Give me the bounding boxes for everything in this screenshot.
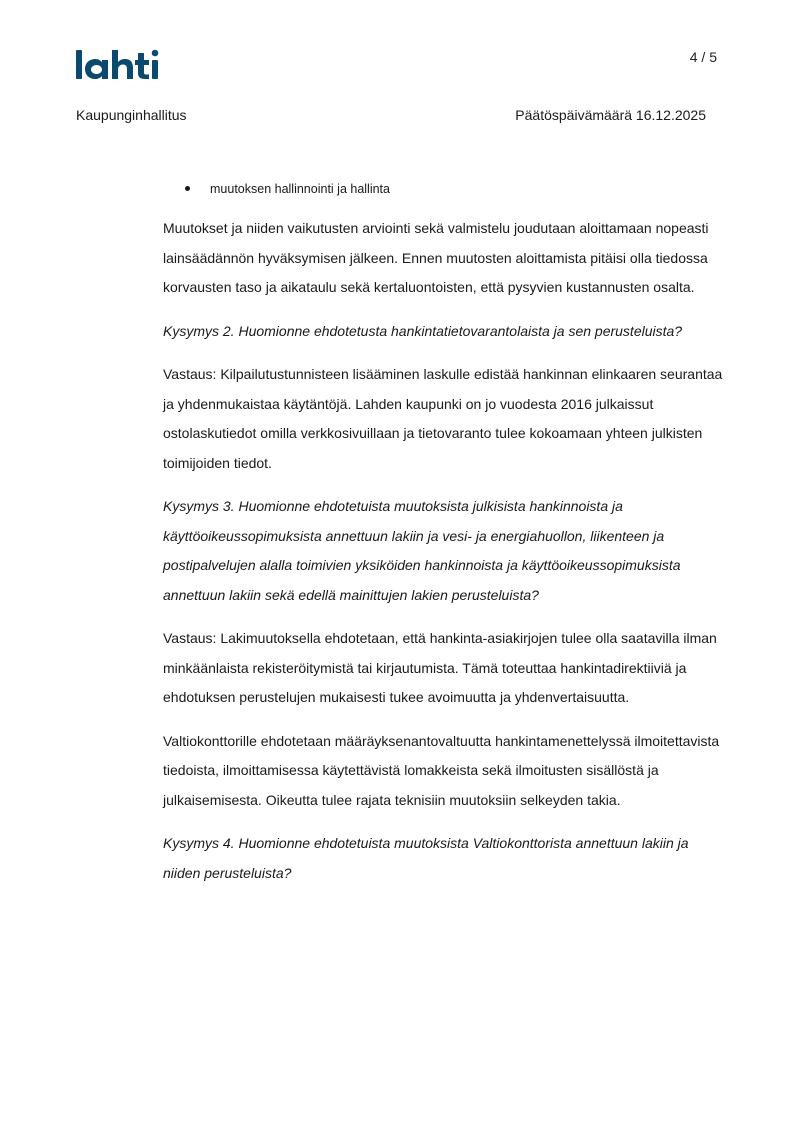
bullet-item (163, 176, 723, 202)
paragraph-valtiokonttori: Valtiokonttorille ehdotetaan määräyksenantovaltuutta hankintamenettelyssä ilmoitettavista tiedoista, ilmoittamisessa käytettävistä lomakkeista sekä ilmoitusten sisällöstä ja julkaisemisesta. Oikeutta tulee rajata teknisiin muutoksiin selkeyden takia. (163, 732, 720, 808)
bullet-list (163, 176, 723, 202)
decision-date: Päätöspäivämäärä 16.12.2025 (515, 107, 706, 123)
paragraph-impact-assessment: Muutokset ja niiden vaikutusten arviointi sekä valmistelu joudutaan aloittamaan nopeasti lainsäädännön hyväksymisen jälkeen. Ennen muutosten aloittamista pitäisi olla tiedossa korvausten taso ja aikataulu sekä kertaluontoisten, että pysyvien kustannusten osalta. (163, 220, 709, 295)
question-4: Kysymys 4. Huomionne ehdotetuista muutoksista Valtiokonttorista annettuun lakiin ja niiden perusteluista? (163, 835, 689, 881)
lahti-logo (76, 48, 166, 82)
answer-2: Vastaus: Kilpailutustunnisteen lisääminen laskulle edistää hankinnan elinkaaren seurantaa ja yhdenmukaistaa käytäntöjä. Lahden kaupunki on jo vuodesta 2016 julkaissut ostolaskutiedot omilla verkkosivuillaan ja tietovaranto tulee kokoamaan yhteen julkisten toimijoiden tiedot. (163, 366, 723, 471)
document-body (163, 176, 723, 902)
question-2: Kysymys 2. Huomionne ehdotetusta hankintatietovarantolaista ja sen perusteluista? (163, 322, 683, 339)
question-3: Kysymys 3. Huomionne ehdotetuista muutoksista julkisista hankinnoista ja käyttöoikeussopimuksista annettuun lakiin ja vesi- ja energiahuollon, liikenteen ja postipalvelujen alalla toimivien yksiköiden hankinnoista ja käyttöoikeussopimuksista annettuun lakiin sekä edellä mainittujen lakien perusteluista? (163, 498, 681, 603)
bullet-text: muutoksen hallinnointi ja hallinta (210, 182, 390, 196)
page-number: 4 / 5 (689, 49, 717, 65)
answer-3: Vastaus: Lakimuutoksella ehdotetaan, että hankinta-asiakirjojen tulee olla saatavilla ilman minkäänlaista rekisteröitymistä tai kirjautumista. Tämä toteuttaa hankintadirektiiviä ja ehdotuksen perustelujen mukaisesti tukee avoimuutta ja yhdenvertaisuutta. (163, 630, 717, 705)
organization-name: Kaupunginhallitus (76, 107, 187, 123)
bullet-dot-icon (185, 186, 190, 191)
